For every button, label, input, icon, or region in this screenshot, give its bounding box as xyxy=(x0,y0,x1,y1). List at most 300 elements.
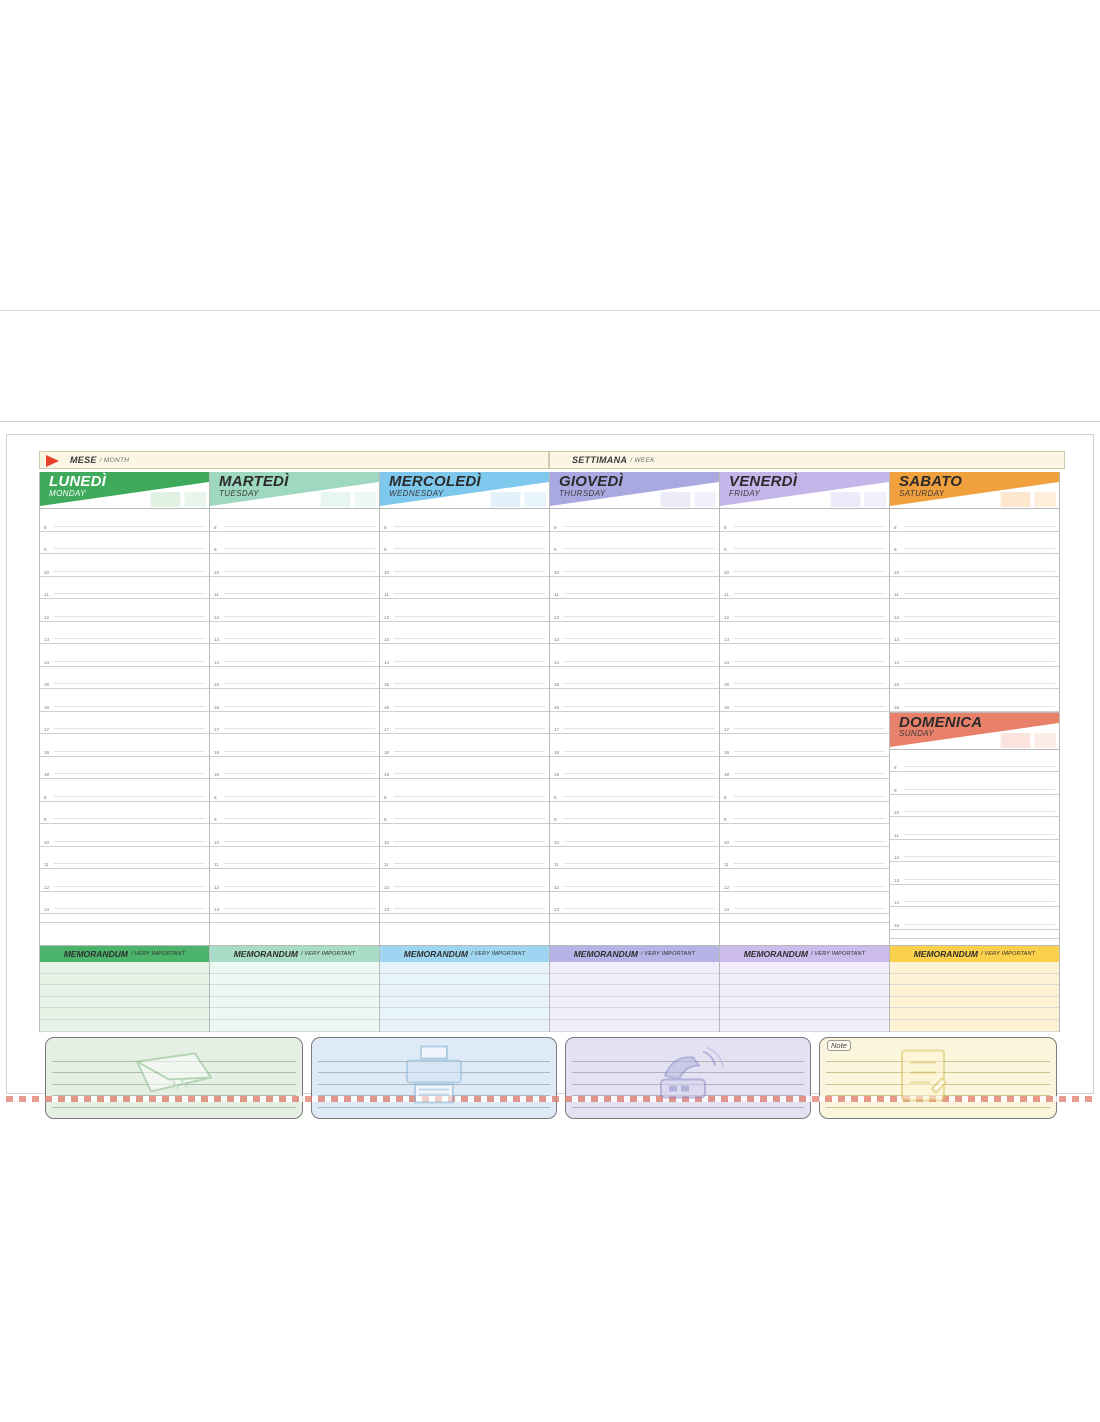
hour-label: 13 xyxy=(384,637,390,642)
hour-row[interactable] xyxy=(720,599,889,622)
hour-row[interactable] xyxy=(550,577,719,600)
hour-row[interactable] xyxy=(210,847,379,870)
memo-line[interactable] xyxy=(380,985,549,997)
memo-line[interactable] xyxy=(890,1008,1059,1020)
memo-line[interactable] xyxy=(40,1020,209,1032)
hour-row[interactable] xyxy=(890,772,1059,795)
hour-row[interactable] xyxy=(890,750,1059,773)
hour-label: 9 xyxy=(44,817,47,822)
writing-rule xyxy=(564,841,715,842)
hour-row[interactable] xyxy=(550,892,719,915)
hour-row[interactable] xyxy=(550,667,719,690)
writing-rule xyxy=(734,773,885,774)
hour-row[interactable] xyxy=(550,824,719,847)
memo-line[interactable] xyxy=(210,1008,379,1020)
memo-line[interactable] xyxy=(890,1020,1059,1032)
hour-row[interactable] xyxy=(550,689,719,712)
writing-rule xyxy=(394,841,545,842)
hour-spacer xyxy=(380,914,549,923)
writing-rule xyxy=(734,751,885,752)
hour-row[interactable] xyxy=(210,509,379,532)
hour-row[interactable] xyxy=(550,779,719,802)
hour-row[interactable] xyxy=(550,622,719,645)
note-line[interactable] xyxy=(826,1050,1050,1062)
hour-row[interactable] xyxy=(40,622,209,645)
hour-row[interactable] xyxy=(550,509,719,532)
hour-row[interactable] xyxy=(210,667,379,690)
hour-row[interactable] xyxy=(550,757,719,780)
hour-label: 11 xyxy=(44,592,49,597)
note-line[interactable] xyxy=(572,1085,804,1097)
memo-line[interactable] xyxy=(40,962,209,974)
memorandum-lines xyxy=(720,962,889,1032)
hour-label: 9 xyxy=(44,547,47,552)
hour-row[interactable] xyxy=(720,757,889,780)
hour-row[interactable] xyxy=(40,712,209,735)
memorandum-lines xyxy=(380,962,549,1032)
writing-rule xyxy=(224,773,375,774)
paper-top-edge xyxy=(0,310,1100,422)
hour-row[interactable] xyxy=(210,802,379,825)
writing-rule xyxy=(54,818,205,819)
writing-rule xyxy=(224,571,375,572)
hour-row[interactable] xyxy=(720,892,889,915)
memorandum-lines xyxy=(550,962,719,1032)
memo-line[interactable] xyxy=(380,1020,549,1032)
hour-row[interactable] xyxy=(720,734,889,757)
hour-row[interactable] xyxy=(210,734,379,757)
hour-label: 15 xyxy=(214,682,220,687)
note-line[interactable] xyxy=(826,1108,1050,1120)
memo-line[interactable] xyxy=(380,1008,549,1020)
memo-line[interactable] xyxy=(210,997,379,1009)
memo-line[interactable] xyxy=(720,962,889,974)
hour-label: 17 xyxy=(214,727,220,732)
note-line[interactable] xyxy=(572,1062,804,1074)
writing-rule xyxy=(734,863,885,864)
memo-line[interactable] xyxy=(210,962,379,974)
hour-row[interactable] xyxy=(40,689,209,712)
memo-line[interactable] xyxy=(890,997,1059,1009)
memo-line[interactable] xyxy=(550,997,719,1009)
note-line[interactable] xyxy=(52,1062,296,1074)
hour-label: 9 xyxy=(724,817,727,822)
hour-row[interactable] xyxy=(210,577,379,600)
hour-list xyxy=(210,509,379,923)
memo-line[interactable] xyxy=(550,974,719,986)
hour-row[interactable] xyxy=(380,734,549,757)
hour-row[interactable] xyxy=(890,599,1059,622)
memo-line[interactable] xyxy=(210,974,379,986)
memorandum-title xyxy=(890,946,1059,962)
hour-label: 8 xyxy=(724,524,727,530)
note-line[interactable] xyxy=(572,1050,804,1062)
writing-rule xyxy=(734,683,885,684)
week-field[interactable] xyxy=(549,451,1065,469)
memo-line[interactable] xyxy=(380,997,549,1009)
hour-label: 14 xyxy=(894,659,900,665)
hour-label: 19 xyxy=(724,772,730,777)
hour-list-sunday xyxy=(890,750,1059,939)
writing-rule xyxy=(394,526,545,527)
hour-label: 10 xyxy=(894,810,900,815)
memo-line[interactable] xyxy=(720,985,889,997)
day-title xyxy=(559,474,623,498)
writing-rule xyxy=(54,751,205,752)
weekly-planner-sheet xyxy=(6,434,1094,1094)
note-line[interactable] xyxy=(826,1062,1050,1074)
hour-row[interactable] xyxy=(40,577,209,600)
writing-rule xyxy=(564,548,715,549)
writing-rule xyxy=(394,683,545,684)
hour-row[interactable] xyxy=(40,824,209,847)
writing-rule xyxy=(564,886,715,887)
writing-rule xyxy=(564,863,715,864)
note-box-2[interactable] xyxy=(311,1037,557,1119)
hour-label: 14 xyxy=(384,659,390,665)
day-header xyxy=(40,472,209,509)
memo-line[interactable] xyxy=(550,962,719,974)
hour-row[interactable] xyxy=(550,802,719,825)
hour-label: 9 xyxy=(554,817,557,822)
memo-line[interactable] xyxy=(40,974,209,986)
hour-row[interactable] xyxy=(380,554,549,577)
hour-row[interactable] xyxy=(720,712,889,735)
memorandum-title xyxy=(210,946,379,962)
hour-row[interactable] xyxy=(380,532,549,555)
writing-rule xyxy=(734,841,885,842)
hour-row[interactable] xyxy=(890,907,1059,930)
month-field[interactable] xyxy=(39,451,549,469)
hour-row[interactable] xyxy=(40,509,209,532)
note-line[interactable] xyxy=(572,1073,804,1085)
memorandum-title xyxy=(40,946,209,962)
hour-row[interactable] xyxy=(40,847,209,870)
memo-line[interactable] xyxy=(210,985,379,997)
note-line[interactable] xyxy=(52,1085,296,1097)
note-line[interactable] xyxy=(826,1085,1050,1097)
writing-rule xyxy=(224,886,375,887)
note-boxes-row xyxy=(45,1037,1061,1119)
hour-row[interactable] xyxy=(210,757,379,780)
writing-rule xyxy=(224,638,375,639)
hour-label: 13 xyxy=(724,637,730,642)
hour-label: 13 xyxy=(894,637,900,642)
writing-rule xyxy=(394,863,545,864)
writing-rule xyxy=(904,526,1055,527)
hour-row[interactable] xyxy=(40,757,209,780)
writing-rule xyxy=(54,706,205,707)
hour-label: 8 xyxy=(894,524,897,530)
hour-label: 11 xyxy=(724,862,729,867)
hour-label: 14 xyxy=(44,659,50,665)
hour-row[interactable] xyxy=(550,712,719,735)
hour-label: 9 xyxy=(894,547,897,552)
hour-label: 12 xyxy=(214,884,220,890)
note-line[interactable] xyxy=(52,1073,296,1085)
hour-row[interactable] xyxy=(380,577,549,600)
hour-row[interactable] xyxy=(720,869,889,892)
memo-line[interactable] xyxy=(890,985,1059,997)
week-label-en: / WEEK xyxy=(630,456,655,464)
month-label-it: MESE xyxy=(70,455,97,465)
writing-rule xyxy=(224,593,375,594)
hour-row[interactable] xyxy=(890,509,1059,532)
hour-label: 13 xyxy=(554,907,560,912)
hour-label: 13 xyxy=(44,637,50,642)
writing-rule xyxy=(224,706,375,707)
memo-line[interactable] xyxy=(550,985,719,997)
writing-rule xyxy=(904,683,1055,684)
hour-row[interactable] xyxy=(890,885,1059,908)
day-name-en: SUNDAY xyxy=(899,729,935,739)
note-line[interactable] xyxy=(318,1108,550,1120)
writing-rule xyxy=(394,616,545,617)
hour-row[interactable] xyxy=(210,554,379,577)
note-box-4[interactable] xyxy=(819,1037,1057,1119)
hour-row[interactable] xyxy=(380,892,549,915)
memorandum-block xyxy=(210,945,379,1032)
hour-list xyxy=(720,509,889,923)
memorandum-lines xyxy=(40,962,209,1032)
writing-rule xyxy=(224,751,375,752)
writing-rule xyxy=(54,863,205,864)
hour-label: 10 xyxy=(44,839,50,845)
hour-row[interactable] xyxy=(210,824,379,847)
writing-rule xyxy=(734,908,885,909)
day-header xyxy=(210,472,379,509)
note-line[interactable] xyxy=(318,1062,550,1074)
note-box-3[interactable] xyxy=(565,1037,811,1119)
memorandum-title xyxy=(550,946,719,962)
memo-line[interactable] xyxy=(890,974,1059,986)
hour-row[interactable] xyxy=(550,734,719,757)
hour-row[interactable] xyxy=(890,644,1059,667)
note-line[interactable] xyxy=(318,1085,550,1097)
hour-label: 10 xyxy=(554,569,560,575)
hour-row[interactable] xyxy=(890,840,1059,863)
writing-rule xyxy=(224,908,375,909)
hour-label: 9 xyxy=(384,817,387,822)
hour-row[interactable] xyxy=(720,847,889,870)
hour-list xyxy=(40,509,209,923)
hour-row[interactable] xyxy=(720,532,889,555)
hour-row[interactable] xyxy=(40,644,209,667)
memorandum-title xyxy=(720,946,889,962)
hour-row[interactable] xyxy=(720,824,889,847)
note-line[interactable] xyxy=(826,1073,1050,1085)
hour-spacer xyxy=(890,930,1059,939)
day-title xyxy=(219,474,288,498)
note-line[interactable] xyxy=(572,1108,804,1120)
hour-label: 11 xyxy=(554,862,559,867)
hour-row[interactable] xyxy=(720,622,889,645)
hour-label: 16 xyxy=(44,704,50,710)
hour-row[interactable] xyxy=(720,577,889,600)
hour-row[interactable] xyxy=(40,667,209,690)
hour-row[interactable] xyxy=(40,532,209,555)
memo-line[interactable] xyxy=(40,997,209,1009)
memo-line[interactable] xyxy=(890,962,1059,974)
writing-rule xyxy=(224,818,375,819)
writing-rule xyxy=(904,616,1055,617)
hour-row[interactable] xyxy=(550,847,719,870)
hour-row[interactable] xyxy=(210,599,379,622)
memo-line[interactable] xyxy=(40,985,209,997)
hour-label: 8 xyxy=(384,524,387,530)
writing-rule xyxy=(224,841,375,842)
hour-row[interactable] xyxy=(720,779,889,802)
hour-row[interactable] xyxy=(890,532,1059,555)
day-title xyxy=(729,474,797,498)
hour-row[interactable] xyxy=(380,622,549,645)
hour-row[interactable] xyxy=(720,509,889,532)
day-name-en: SATURDAY xyxy=(899,488,945,498)
note-box-1[interactable] xyxy=(45,1037,303,1119)
hour-label: 12 xyxy=(724,884,730,890)
hour-row[interactable] xyxy=(210,892,379,915)
day-title xyxy=(899,474,962,498)
hour-row[interactable] xyxy=(890,817,1059,840)
hour-label: 10 xyxy=(214,569,220,575)
hour-row[interactable] xyxy=(380,779,549,802)
hour-label: 13 xyxy=(554,637,560,642)
memo-line[interactable] xyxy=(380,962,549,974)
writing-rule xyxy=(224,728,375,729)
hour-row[interactable] xyxy=(40,779,209,802)
writing-rule xyxy=(54,796,205,797)
hour-label: 11 xyxy=(724,592,729,597)
hour-label: 16 xyxy=(384,704,390,710)
hour-label: 13 xyxy=(724,907,730,912)
hour-row[interactable] xyxy=(380,644,549,667)
memorandum-sublabel: / VERY IMPORTANT xyxy=(810,951,866,957)
hour-row[interactable] xyxy=(890,795,1059,818)
hour-label: 15 xyxy=(894,922,900,928)
perforated-edge xyxy=(6,1096,1094,1102)
hour-row[interactable] xyxy=(550,599,719,622)
hour-row[interactable] xyxy=(380,757,549,780)
note-line[interactable] xyxy=(318,1073,550,1085)
memo-line[interactable] xyxy=(380,974,549,986)
day-name-en: MONDAY xyxy=(49,488,86,498)
hour-row[interactable] xyxy=(890,554,1059,577)
writing-rule xyxy=(734,548,885,549)
hour-label: 13 xyxy=(44,907,50,912)
week-label-it: SETTIMANA xyxy=(572,455,628,465)
day-name-it: GIOVEDÌ xyxy=(559,473,623,490)
hour-row[interactable] xyxy=(550,644,719,667)
memo-line[interactable] xyxy=(210,1020,379,1032)
hour-label: 13 xyxy=(894,877,900,883)
writing-rule xyxy=(224,863,375,864)
hour-row[interactable] xyxy=(210,532,379,555)
hour-row[interactable] xyxy=(210,779,379,802)
writing-rule xyxy=(54,526,205,527)
hour-row[interactable] xyxy=(380,847,549,870)
hour-row[interactable] xyxy=(890,622,1059,645)
hour-row[interactable] xyxy=(890,577,1059,600)
writing-rule xyxy=(54,571,205,572)
hour-row[interactable] xyxy=(380,689,549,712)
memo-line[interactable] xyxy=(550,1020,719,1032)
hour-row[interactable] xyxy=(550,532,719,555)
writing-rule xyxy=(394,751,545,752)
hour-row[interactable] xyxy=(210,869,379,892)
hour-label: 10 xyxy=(384,569,390,575)
writing-rule xyxy=(394,638,545,639)
note-line[interactable] xyxy=(52,1108,296,1120)
writing-rule xyxy=(904,548,1055,549)
hour-row[interactable] xyxy=(720,802,889,825)
hour-label: 11 xyxy=(214,862,219,867)
note-line[interactable] xyxy=(318,1050,550,1062)
hour-row[interactable] xyxy=(210,644,379,667)
note-line[interactable] xyxy=(52,1050,296,1062)
hour-row[interactable] xyxy=(720,689,889,712)
hour-row[interactable] xyxy=(210,622,379,645)
memorandum-label: MEMORANDUM xyxy=(403,949,468,959)
day-title xyxy=(389,474,481,498)
hour-row[interactable] xyxy=(380,509,549,532)
hour-row[interactable] xyxy=(720,644,889,667)
hour-row[interactable] xyxy=(380,667,549,690)
hour-row[interactable] xyxy=(890,667,1059,690)
writing-rule xyxy=(394,886,545,887)
hour-row[interactable] xyxy=(380,824,549,847)
hour-row[interactable] xyxy=(40,734,209,757)
hour-list xyxy=(380,509,549,923)
hour-row[interactable] xyxy=(40,554,209,577)
writing-rule xyxy=(904,789,1055,790)
hour-row[interactable] xyxy=(210,712,379,735)
day-name-it: DOMENICA xyxy=(899,713,983,731)
hour-row[interactable] xyxy=(210,689,379,712)
writing-rule xyxy=(394,818,545,819)
memo-line[interactable] xyxy=(550,1008,719,1020)
memo-line[interactable] xyxy=(40,1008,209,1020)
hour-row[interactable] xyxy=(40,869,209,892)
memorandum-label: MEMORANDUM xyxy=(743,949,808,959)
hour-row[interactable] xyxy=(380,599,549,622)
writing-rule xyxy=(54,548,205,549)
writing-rule xyxy=(224,548,375,549)
memorandum-lines xyxy=(210,962,379,1032)
hour-row[interactable] xyxy=(380,869,549,892)
hour-row[interactable] xyxy=(890,689,1059,712)
memo-line[interactable] xyxy=(720,974,889,986)
hour-row[interactable] xyxy=(40,802,209,825)
memo-line[interactable] xyxy=(720,1008,889,1020)
memo-line[interactable] xyxy=(720,1020,889,1032)
memorandum-block xyxy=(40,945,209,1032)
memo-line[interactable] xyxy=(720,997,889,1009)
hour-row[interactable] xyxy=(890,862,1059,885)
hour-row[interactable] xyxy=(40,599,209,622)
triangle-marker-icon xyxy=(46,455,59,467)
writing-rule xyxy=(224,796,375,797)
note-label: Note xyxy=(827,1040,851,1051)
hour-row[interactable] xyxy=(550,554,719,577)
writing-rule xyxy=(54,773,205,774)
hour-row[interactable] xyxy=(550,869,719,892)
hour-row[interactable] xyxy=(380,712,549,735)
hour-row[interactable] xyxy=(720,554,889,577)
hour-row[interactable] xyxy=(40,892,209,915)
hour-row[interactable] xyxy=(380,802,549,825)
hour-label: 8 xyxy=(44,794,47,800)
hour-row[interactable] xyxy=(720,667,889,690)
